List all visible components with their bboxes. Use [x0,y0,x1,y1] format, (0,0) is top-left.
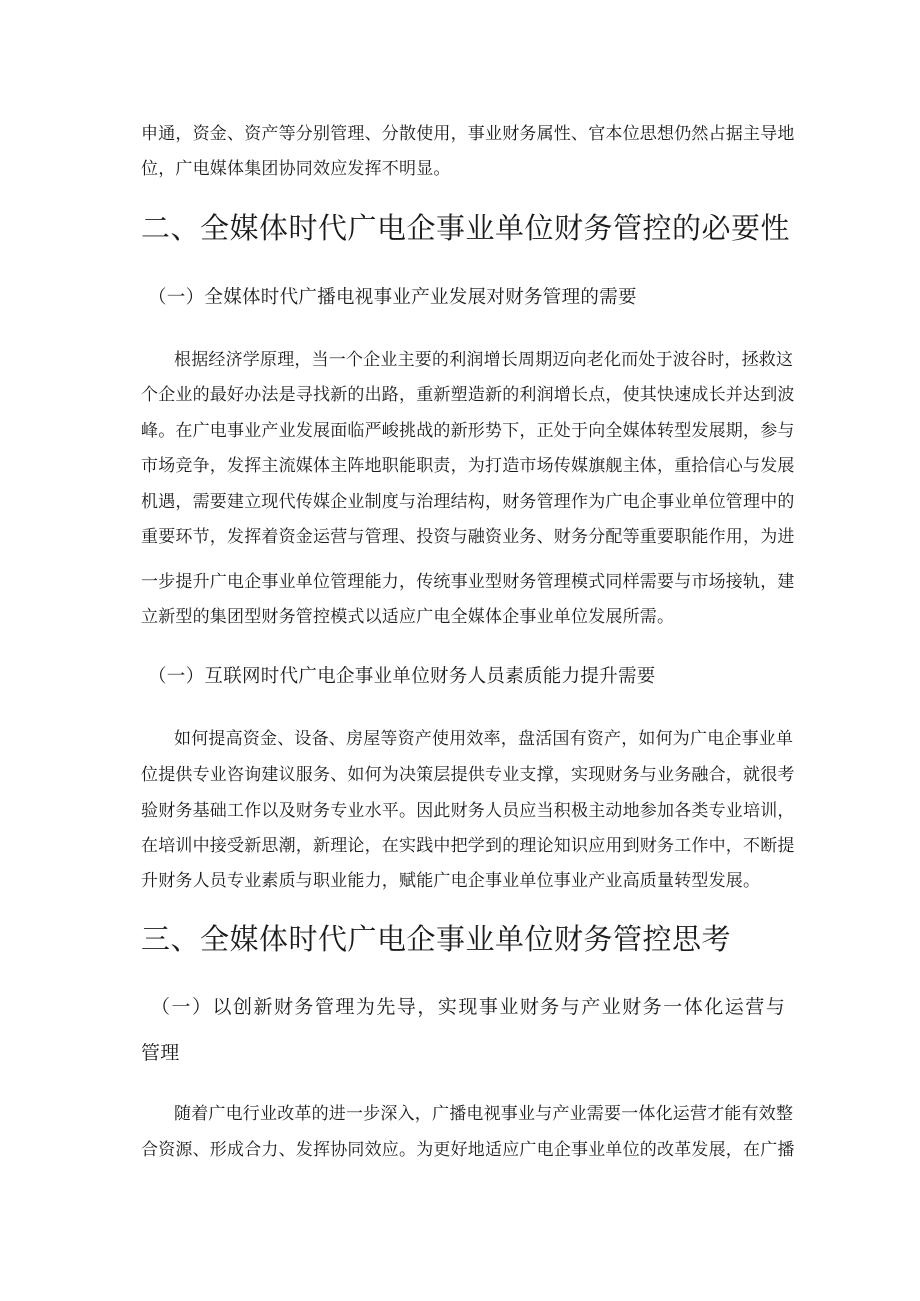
s2-sub2-line-3: 验财务基础工作以及财务专业水平。因此财务人员应当积极主动地参加各类专业培训， [141,801,795,821]
s3-sub1-line-2: 合资源、形成合力、发挥协同效应。为更好地适应广电企事业单位的改革发展，在广播 [141,1140,795,1160]
section-3-heading: 三、全媒体时代广电企事业单位财务管控思考 [141,922,732,956]
s2-sub2-line-1: 如何提高资金、设备、房屋等资产使用效率，盘活国有资产，如何为广电企事业单 [174,729,794,749]
section-2-sub-2-heading: （一）互联网时代广电企事业单位财务人员素质能力提升需要 [148,666,656,687]
intro-line-1: 申通，资金、资产等分别管理、分散使用，事业财务属性、官本位思想仍然占据主导地 [141,124,795,144]
section-2-heading: 二、全媒体时代广电企事业单位财务管控的必要性 [141,211,791,245]
s2-sub1-line-6: 重要环节，发挥着资金运营与管理、投资与融资业务、财务分配等重要职能作用，为进 [141,527,795,547]
intro-line-2: 位，广电媒体集团协同效应发挥不明显。 [141,159,451,179]
s2-sub2-line-2: 位提供专业咨询建议服务、如何为决策层提供专业支撑，实现财务与业务融合，就很考 [141,765,795,785]
s2-sub1-line-8: 立新型的集团型财务管控模式以适应广电全媒体企事业单位发展所需。 [141,607,675,627]
s2-sub1-line-4: 市场竞争，发挥主流媒体主阵地职能职责，为打造市场传媒旗舰主体，重拾信心与发展 [141,456,795,476]
section-2-sub-1-heading: （一）全媒体时代广播电视事业产业发展对财务管理的需要 [148,287,637,308]
s2-sub2-line-4: 在培训中接受新思潮，新理论，在实践中把学到的理论知识应用到财务工作中，不断提 [141,836,795,856]
s2-sub1-line-1: 根据经济学原理，当一个企业主要的利润增长周期迈向老化而处于波谷时，拯救这 [174,350,794,370]
s2-sub1-line-2: 个企业的最好办法是寻找新的出路，重新塑造新的利润增长点，使其快速成长并达到波 [141,385,795,405]
s2-sub2-line-5: 升财务人员专业素质与职业能力，赋能广电企事业单位事业产业高质量转型发展。 [141,871,761,891]
s3-sub1-line-1: 随着广电行业改革的进一步深入，广播电视事业与产业需要一体化运营才能有效整 [174,1104,794,1124]
section-3-sub-1-heading-line-1: （一）以创新财务管理为先导，实现事业财务与产业财务一体化运营与 [151,996,785,1018]
s2-sub1-line-3: 峰。在广电事业产业发展面临严峻挑战的新形势下，正处于向全媒体转型发展期，参与 [141,421,795,441]
s2-sub1-line-7: 一步提升广电企事业单位管理能力，传统事业型财务管理模式同样需要与市场接轨，建 [141,572,795,592]
s2-sub1-line-5: 机遇，需要建立现代传媒企业制度与治理结构，财务管理作为广电企事业单位管理中的 [141,492,795,512]
section-3-sub-1-heading-line-2: 管理 [141,1042,180,1064]
